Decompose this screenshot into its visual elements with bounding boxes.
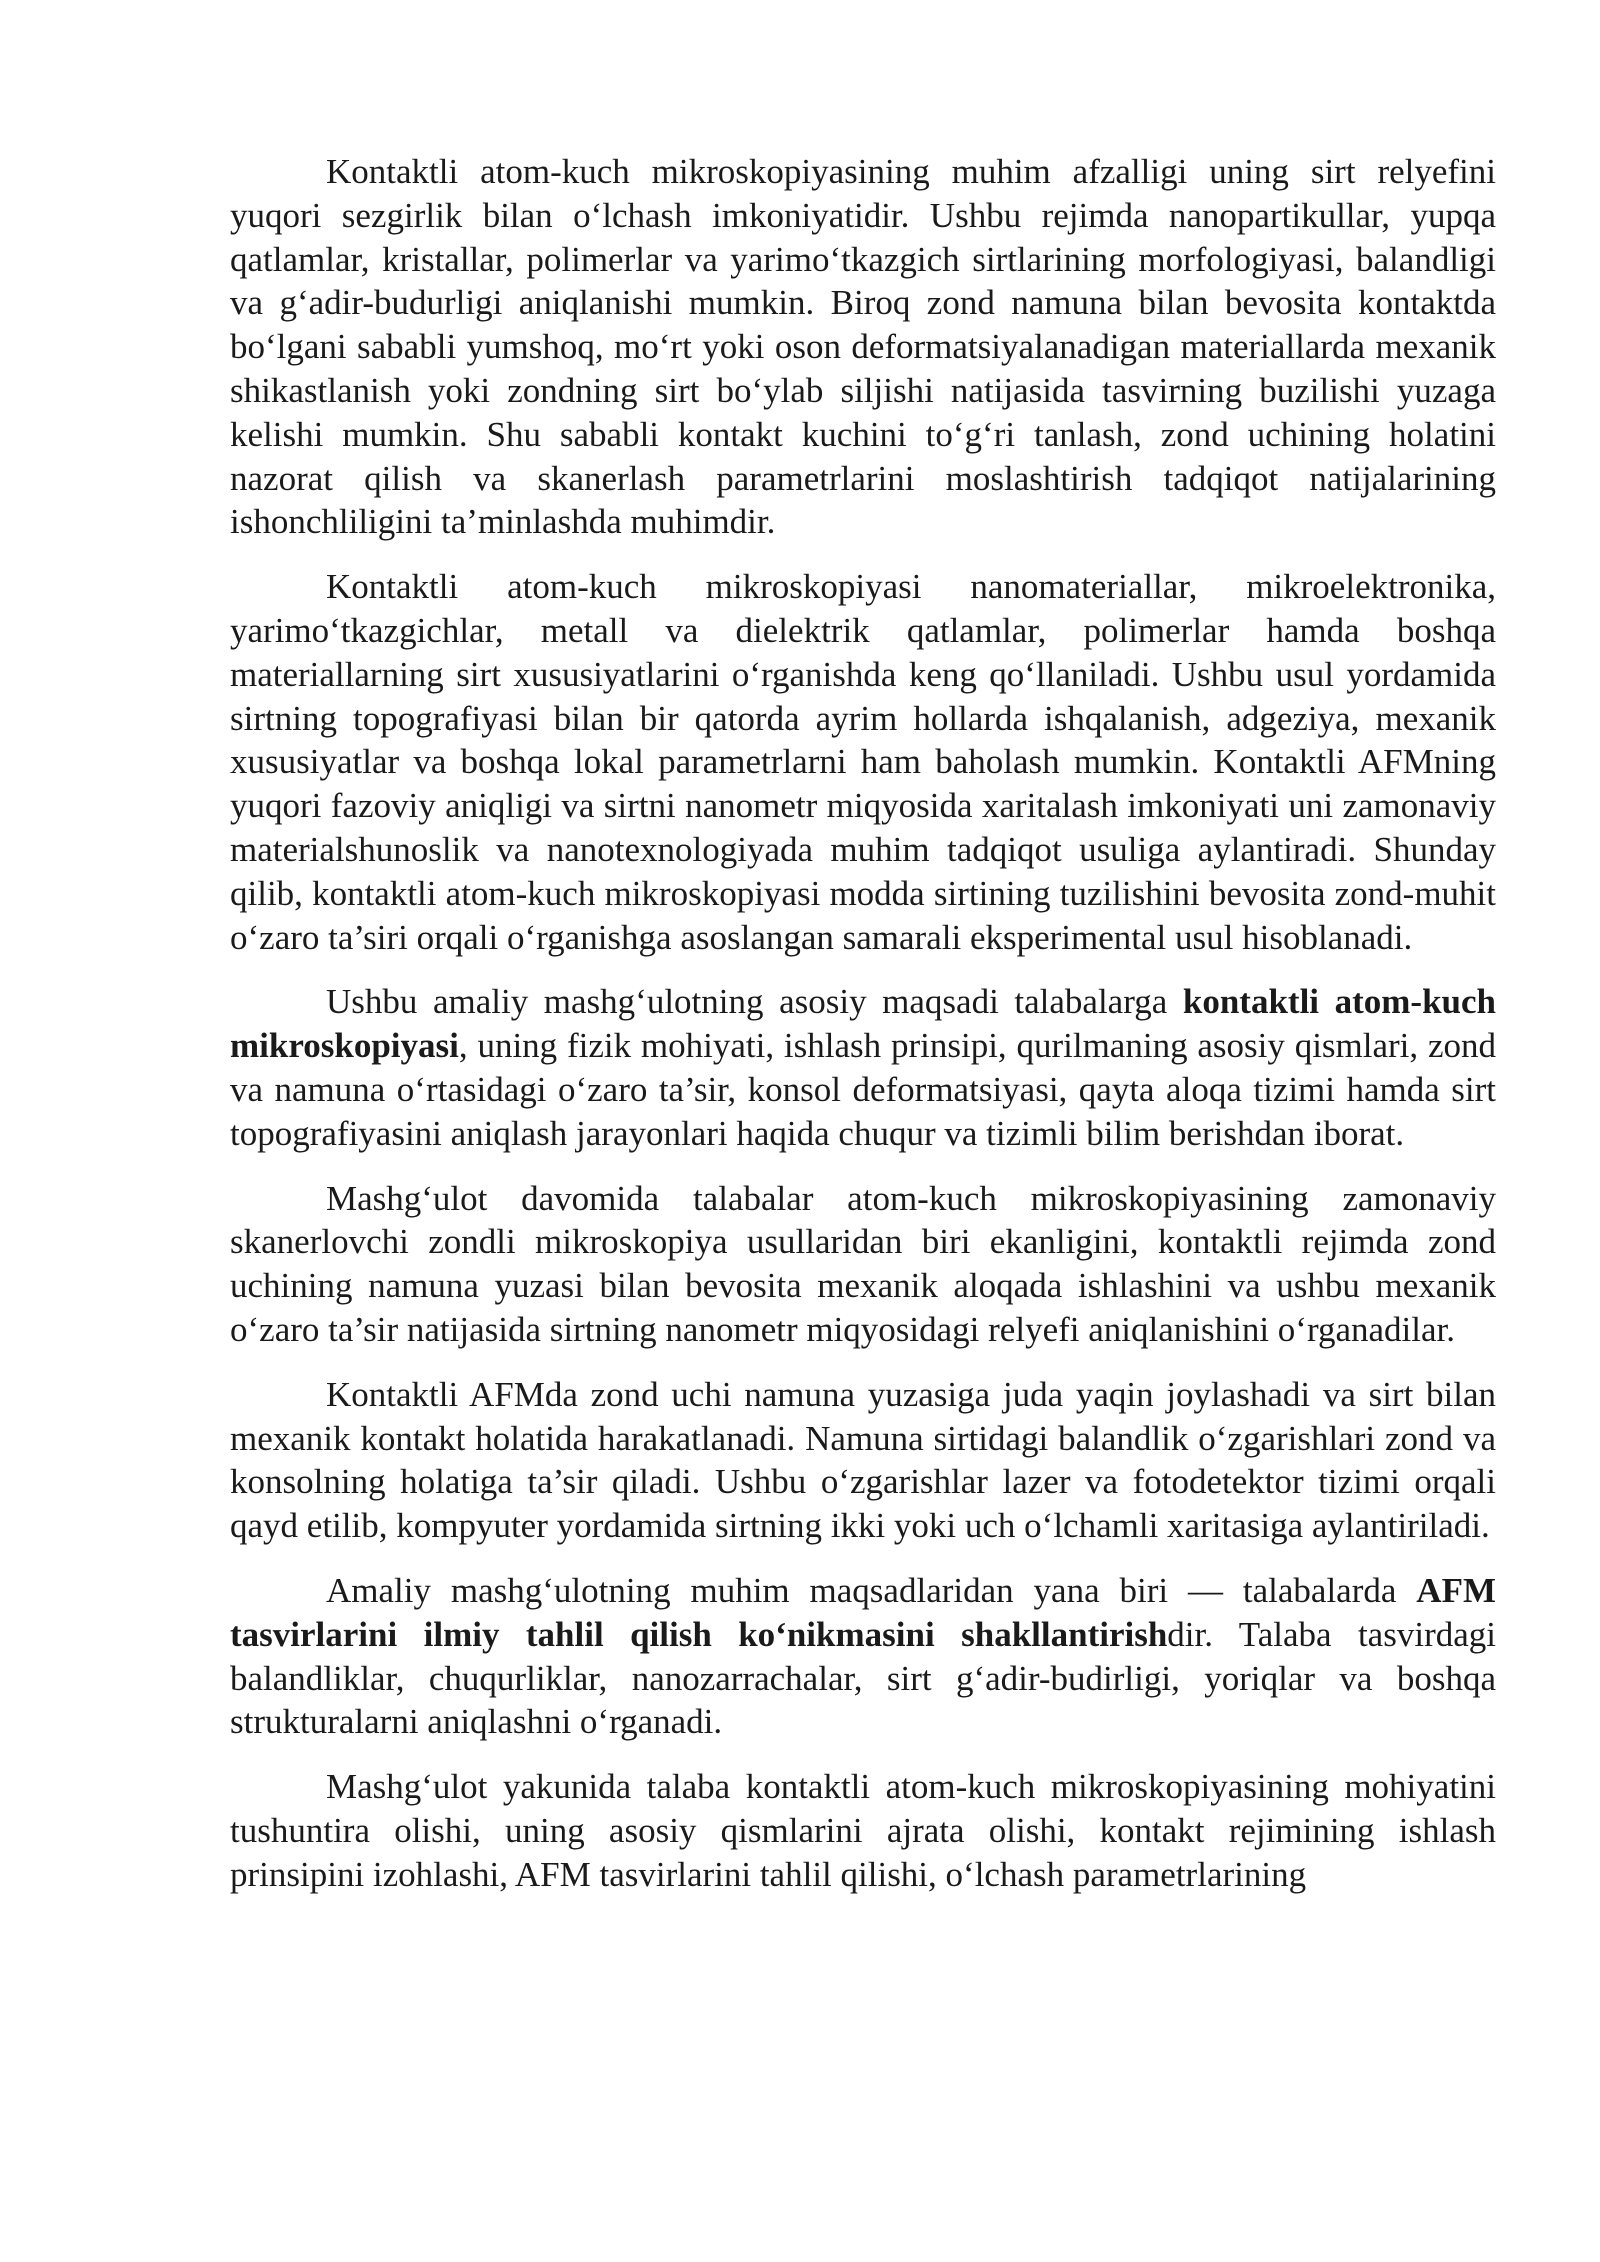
paragraph-text: dir. Talaba tasvirdagi balandliklar, chuqurliklar, nanozarrachalar, sirt g‘adir-budirligi, yoriqlar va boshqa strukturalarni aniqlashni o‘rganadi. <box>230 1614 1496 1742</box>
paragraph-text: Kontaktli AFMda zond uchi namuna yuzasiga juda yaqin joylashadi va sirt bilan mexanik kontakt holatida harakatlanadi. Namuna sirtidagi balandlik o‘zgarishlari zond va konsolning holatiga ta’sir qiladi. Ushbu o‘zgarishlar lazer va fotodetektor tizimi orqali qayd etilib, kompyuter yordamida sirtning ikki yoki uch o‘lchamli xaritasiga aylantiriladi. <box>230 1374 1496 1546</box>
paragraph <box>230 565 1496 959</box>
paragraph-text: Kontaktli atom-kuch mikroskopiyasi nanomateriallar, mikroelektronika, yarimo‘tkazgichlar, metall va dielektrik qatlamlar, polimerlar hamda boshqa materiallarning sirt xususiyatlarini o‘rganishda keng qo‘llaniladi. Ushbu usul yordamida sirtning topografiyasi bilan bir qatorda ayrim hollarda ishqalanish, adgeziya, mexanik xususiyatlar va boshqa lokal parametrlarni ham baholash mumkin. Kontaktli AFMning yuqori fazoviy aniqligi va sirtni nanometr miqyosida xaritalash imkoniyati uni zamonaviy materialshunoslik va nanotexnologiyada muhim tadqiqot usuliga aylantiradi. Shunday qilib, kontaktli atom-kuch mikroskopiyasi modda sirtining tuzilishini bevosita zond-muhit o‘zaro ta’siri orqali o‘rganishga asoslangan samarali eksperimental usul hisoblanadi. <box>230 567 1496 957</box>
paragraph-text: Kontaktli atom-kuch mikroskopiyasining muhim afzalligi uning sirt relyefini yuqori sezgirlik bilan o‘lchash imkoniyatidir. Ushbu rejimda nanopartikullar, yupqa qatlamlar, kristallar, polimerlar va yarimo‘tkazgich sirtlarining morfologiyasi, balandligi va g‘adir-budurligi aniqlanishi mumkin. Biroq zond namuna bilan bevosita kontaktda bo‘lgani sababli yumshoq, mo‘rt yoki oson deformatsiyalanadigan materiallarda mexanik shikastlanish yoki zondning sirt bo‘ylab siljishi natijasida tasvirning buzilishi yuzaga kelishi mumkin. Shu sababli kontakt kuchini to‘g‘ri tanlash, zond uchining holatini nazorat qilish va skanerlash parametrlarini moslashtirish tadqiqot natijalarining ishonchliligini ta’minlashda muhimdir. <box>230 152 1496 542</box>
paragraph-text: Mashg‘ulot yakunida talaba kontaktli atom-kuch mikroskopiyasining mohiyatini tushuntira olishi, uning asosiy qismlarini ajrata olishi, kontakt rejimining ishlash prinsipini izohlashi, AFM tasvirlarini tahlil qilishi, o‘lchash parametrlarining <box>230 1767 1496 1894</box>
bold-term: kontaktli atom-kuch mikroskopiyasi <box>230 982 1496 1066</box>
paragraph-text: Ushbu amaliy mashg‘ulotning asosiy maqsadi talabalarga <box>326 982 1183 1022</box>
paragraph-text: Amaliy mashg‘ulotning muhim maqsadlaridan yana biri — talabalarda <box>326 1570 1417 1610</box>
bold-term: AFM tasvirlarini ilmiy tahlil qilish ko‘nikmasini shakllantirish <box>230 1570 1496 1654</box>
paragraph <box>230 1765 1496 1896</box>
paragraph-text: Mashg‘ulot davomida talabalar atom-kuch mikroskopiyasining zamonaviy skanerlovchi zondli mikroskopiya usullaridan biri ekanligini, kontaktli rejimda zond uchining namuna yuzasi bilan bevosita mexanik aloqada ishlashini va ushbu mexanik o‘zaro ta’sir natijasida sirtning nanometr miqyosidagi relyefi aniqlanishini o‘rganadilar. <box>230 1178 1496 1349</box>
document-page <box>230 150 1496 1917</box>
paragraph <box>230 1373 1496 1548</box>
paragraph <box>230 1569 1496 1744</box>
paragraph <box>230 150 1496 544</box>
paragraph <box>230 1177 1496 1352</box>
paragraph-text: , uning fizik mohiyati, ishlash prinsipi, qurilmaning asosiy qismlari, zond va namuna o‘rtasidagi o‘zaro ta’sir, konsol deformatsiyasi, qayta aloqa tizimi hamda sirt topografiyasini aniqlash jarayonlari haqida chuqur va tizimli bilim berishdan iborat. <box>230 1026 1496 1153</box>
paragraph <box>230 980 1496 1155</box>
